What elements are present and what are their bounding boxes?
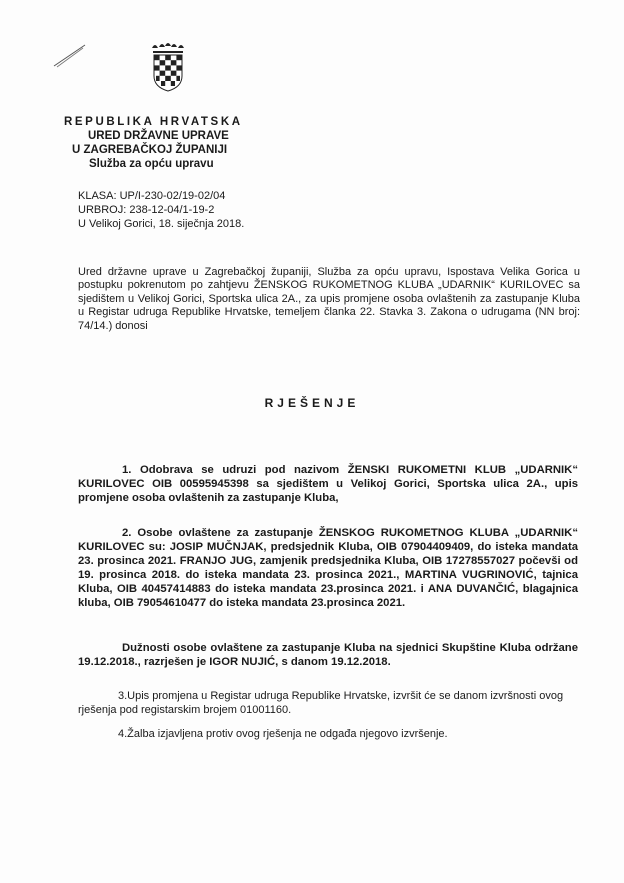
ruling-item-2: 2. Osobe ovlaštene za zastupanje ŽENSKOG RUKOMETNOG KLUBA „UDARNIK“ KURILOVEC su: JOSIP MUČNJAK, predsjednik Kluba, OIB 07904409409, do isteka mandata 23. prosinca 2021. FRANJO JUG, zamjenik predsjednika Kluba, OIB 17278557027 počevši od 19. prosinca 2018. do isteka mandata 23. prosinca 2021., MARTINA VUGRINOVIĆ, tajnica Kluba, OIB 40457414883 do isteka mandata 23.prosinca 2021. i ANA DUVANČIĆ, blagajnica kluba, OIB 79054610477 do isteka mandata 23.prosinca 2021. [78, 527, 578, 609]
document-title: RJEŠENJE [264, 396, 360, 410]
intro-paragraph: Ured državne uprave u Zagrebačkoj županiji, Služba za opću upravu, Ispostava Velika Gorica u postupku pokrenutom po zahtjevu ŽENSKOG RUKOMETNOG KLUBA „UDARNIK“ KURILOVEC sa sjedištem u Velikoj Gorici, Sportska ulica 2A., za upis promjene osoba ovlaštenih za zastupanje Kluba u Registar udruga Republike Hrvatske, temeljem članka 22. Stavka 3. Zakona o udrugama (NN broj: 74/14.) donosi [78, 266, 580, 332]
header-service: Služba za opću upravu [89, 158, 214, 170]
ruling-item-3: 3.Upis promjena u Registar udruga Republike Hrvatske, izvršit će se danom izvršnosti ovog rješenja pod registarskim brojem 01001160. [78, 690, 564, 716]
ruling-item-4: 4.Žalba izjavljena protiv ovog rješenja ne odgađa njegovo izvršenje. [118, 728, 448, 740]
header-country: REPUBLIKA HRVATSKA [64, 116, 243, 128]
header-county: U ZAGREBAČKOJ ŽUPANIJI [72, 144, 228, 156]
ruling-item-1: 1. Odobrava se udruzi pod nazivom ŽENSKI RUKOMETNI KLUB „UDARNIK“ KURILOVEC OIB 00595945398 sa sjedištem u Velikoj Gorici, Sportska ulica 2A., upis promjene osoba ovlaštenih za zastupanje Kluba, [78, 464, 578, 504]
pen-mark-icon [52, 42, 88, 68]
klasa-line: KLASA: UP/I-230-02/19-02/04 [78, 190, 226, 202]
header-office: URED DRŽAVNE UPRAVE [88, 130, 229, 142]
urbroj-line: URBROJ: 238-12-04/1-19-2 [78, 204, 215, 216]
date-line: U Velikoj Gorici, 18. siječnja 2018. [78, 218, 245, 230]
croatian-coat-of-arms-icon [150, 40, 186, 92]
ruling-dismissal: Dužnosti osobe ovlaštene za zastupanje Kluba na sjednici Skupštine Kluba održane 19.12.2018., razrješen je IGOR NUJIĆ, s danom 19.12.2018. [78, 642, 578, 668]
